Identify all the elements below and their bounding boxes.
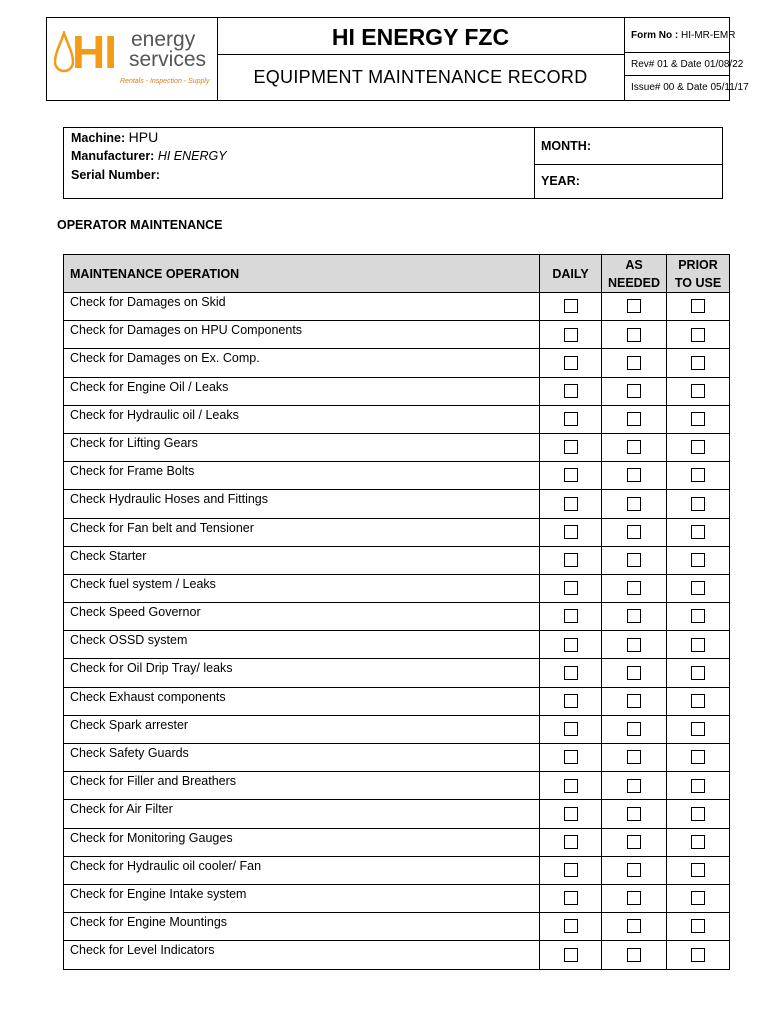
form-header [46,17,749,101]
checkbox-cell-prior-to-use [667,321,730,349]
checkbox-prior-to-use[interactable] [691,750,705,764]
checkbox-cell-daily [540,715,602,743]
checkbox-cell-prior-to-use [667,377,730,405]
checkbox-daily[interactable] [564,863,578,877]
maintenance-operation: Check for Monitoring Gauges [64,828,540,856]
checkbox-daily[interactable] [564,722,578,736]
table-row [64,828,730,856]
checkbox-cell-daily [540,603,602,631]
table-row [64,687,730,715]
table-row [64,293,730,321]
checkbox-as-needed[interactable] [627,750,641,764]
maintenance-operation: Check for Frame Bolts [64,462,540,490]
checkbox-prior-to-use[interactable] [691,807,705,821]
checkbox-cell-as-needed [602,603,667,631]
checkbox-cell-prior-to-use [667,293,730,321]
checkbox-cell-prior-to-use [667,349,730,377]
table-row [64,856,730,884]
checkbox-as-needed[interactable] [627,835,641,849]
checkbox-cell-prior-to-use [667,518,730,546]
maintenance-operation: Check for Lifting Gears [64,433,540,461]
checkbox-cell-daily [540,349,602,377]
logo-cell [47,18,218,100]
checkbox-prior-to-use[interactable] [691,553,705,567]
checkbox-as-needed[interactable] [627,948,641,962]
checkbox-daily[interactable] [564,328,578,342]
checkbox-cell-prior-to-use [667,433,730,461]
checkbox-cell-daily [540,659,602,687]
checkbox-as-needed[interactable] [627,666,641,680]
checkbox-cell-daily [540,941,602,969]
table-row [64,631,730,659]
checkbox-cell-as-needed [602,433,667,461]
checkbox-as-needed[interactable] [627,356,641,370]
checkbox-cell-prior-to-use [667,715,730,743]
table-row [64,884,730,912]
checkbox-cell-daily [540,744,602,772]
checkbox-prior-to-use[interactable] [691,666,705,680]
checkbox-daily[interactable] [564,609,578,623]
table-row [64,518,730,546]
checkbox-daily[interactable] [564,835,578,849]
serial-label: Serial Number: [71,168,160,182]
checkbox-as-needed[interactable] [627,299,641,313]
maintenance-operation: Check for Engine Mountings [64,913,540,941]
checkbox-as-needed[interactable] [627,694,641,708]
checkbox-prior-to-use[interactable] [691,948,705,962]
checkbox-cell-as-needed [602,490,667,518]
checkbox-cell-as-needed [602,321,667,349]
header-prior-to-use [667,255,730,293]
checkbox-cell-daily [540,462,602,490]
checkbox-daily[interactable] [564,384,578,398]
checkbox-daily[interactable] [564,356,578,370]
maintenance-operation: Check Speed Governor [64,603,540,631]
table-row [64,321,730,349]
table-row [64,433,730,461]
checkbox-daily[interactable] [564,638,578,652]
checkbox-prior-to-use[interactable] [691,694,705,708]
checkbox-cell-daily [540,574,602,602]
checkbox-cell-as-needed [602,715,667,743]
serial-line[interactable] [71,168,160,182]
checkbox-daily[interactable] [564,299,578,313]
maintenance-operation: Check for Engine Intake system [64,884,540,912]
company-logo [54,27,214,93]
machine-info-box [63,127,723,199]
checkbox-cell-daily [540,518,602,546]
checkbox-cell-prior-to-use [667,659,730,687]
checkbox-as-needed[interactable] [627,525,641,539]
checkbox-cell-daily [540,490,602,518]
checkbox-cell-as-needed [602,574,667,602]
checkbox-daily[interactable] [564,581,578,595]
checkbox-cell-daily [540,913,602,941]
checkbox-cell-as-needed [602,659,667,687]
checkbox-cell-as-needed [602,744,667,772]
table-row [64,744,730,772]
manufacturer-line [71,149,227,163]
checkbox-cell-as-needed [602,913,667,941]
checkbox-prior-to-use[interactable] [691,863,705,877]
checkbox-as-needed[interactable] [627,609,641,623]
oil-drop-icon [54,31,74,75]
checkbox-cell-as-needed [602,828,667,856]
title-cell [217,18,625,100]
checkbox-cell-as-needed [602,884,667,912]
checkbox-cell-as-needed [602,293,667,321]
checkbox-daily[interactable] [564,468,578,482]
checkbox-prior-to-use[interactable] [691,722,705,736]
checkbox-daily[interactable] [564,666,578,680]
checkbox-cell-prior-to-use [667,884,730,912]
checkbox-cell-prior-to-use [667,462,730,490]
checkbox-daily[interactable] [564,553,578,567]
table-row [64,913,730,941]
checkbox-cell-as-needed [602,941,667,969]
checkbox-as-needed[interactable] [627,638,641,652]
maintenance-operation: Check Hydraulic Hoses and Fittings [64,490,540,518]
table-row [64,941,730,969]
checkbox-cell-prior-to-use [667,941,730,969]
header-as-needed-line2: NEEDED [607,275,661,290]
checkbox-cell-as-needed [602,687,667,715]
checkbox-cell-prior-to-use [667,687,730,715]
checkbox-cell-daily [540,433,602,461]
checkbox-cell-daily [540,772,602,800]
month-field[interactable]: MONTH: [535,128,723,165]
table-row [64,715,730,743]
maintenance-table [63,254,730,970]
checkbox-prior-to-use[interactable] [691,440,705,454]
checkbox-cell-as-needed [602,856,667,884]
logo-services: services [129,48,207,71]
header-daily: DAILY [540,255,602,293]
table-row [64,490,730,518]
checkbox-cell-daily [540,546,602,574]
machine-details [64,128,535,198]
checkbox-prior-to-use[interactable] [691,412,705,426]
checkbox-as-needed[interactable] [627,328,641,342]
revision-info: Rev# 01 & Date 01/08/22 [625,53,730,76]
maintenance-operation: Check for Air Filter [64,800,540,828]
section-title: OPERATOR MAINTENANCE [57,218,223,232]
year-field[interactable]: YEAR: [541,174,580,188]
maintenance-operation: Check for Engine Oil / Leaks [64,377,540,405]
checkbox-cell-as-needed [602,405,667,433]
table-row [64,603,730,631]
checkbox-prior-to-use[interactable] [691,609,705,623]
checkbox-daily[interactable] [564,891,578,905]
maintenance-operation: Check OSSD system [64,631,540,659]
header-operation: MAINTENANCE OPERATION [64,255,540,293]
maintenance-operation: Check for Level Indicators [64,941,540,969]
header-prior-line2: TO USE [674,275,722,290]
maintenance-operation: Check fuel system / Leaks [64,574,540,602]
manufacturer-label: Manufacturer: [71,149,155,163]
checkbox-cell-prior-to-use [667,405,730,433]
form-meta [625,18,749,100]
checkbox-as-needed[interactable] [627,412,641,426]
machine-line [71,129,158,145]
checkbox-prior-to-use[interactable] [691,328,705,342]
checkbox-cell-daily [540,405,602,433]
table-row [64,574,730,602]
checkbox-cell-prior-to-use [667,828,730,856]
checkbox-as-needed[interactable] [627,807,641,821]
record-title: EQUIPMENT MAINTENANCE RECORD [253,67,588,87]
checkbox-prior-to-use[interactable] [691,468,705,482]
maintenance-operation: Check for Hydraulic oil / Leaks [64,405,540,433]
checkbox-cell-as-needed [602,800,667,828]
table-row [64,462,730,490]
logo-energy: energy [131,28,196,51]
checkbox-daily[interactable] [564,948,578,962]
checkbox-prior-to-use[interactable] [691,384,705,398]
checkbox-as-needed[interactable] [627,779,641,793]
form-number [625,18,736,53]
checkbox-cell-daily [540,856,602,884]
checkbox-cell-daily [540,631,602,659]
table-row [64,405,730,433]
checkbox-prior-to-use[interactable] [691,638,705,652]
checkbox-prior-to-use[interactable] [691,919,705,933]
checkbox-as-needed[interactable] [627,440,641,454]
checkbox-prior-to-use[interactable] [691,835,705,849]
checkbox-cell-prior-to-use [667,490,730,518]
form-number-label: Form No : [631,30,679,41]
maintenance-operation: Check for Damages on Ex. Comp. [64,349,540,377]
checkbox-daily[interactable] [564,807,578,821]
checkbox-prior-to-use[interactable] [691,356,705,370]
machine-label: Machine: [71,131,126,145]
checkbox-daily[interactable] [564,440,578,454]
checkbox-prior-to-use[interactable] [691,891,705,905]
checkbox-prior-to-use[interactable] [691,525,705,539]
maintenance-operation: Check for Filler and Breathers [64,772,540,800]
checkbox-cell-as-needed [602,349,667,377]
maintenance-operation: Check for Damages on Skid [64,293,540,321]
checkbox-daily[interactable] [564,412,578,426]
checkbox-as-needed[interactable] [627,891,641,905]
table-row [64,772,730,800]
checkbox-as-needed[interactable] [627,497,641,511]
table-row [64,349,730,377]
maintenance-operation: Check Starter [64,546,540,574]
checkbox-cell-as-needed [602,631,667,659]
header-as-needed-line1: AS [625,257,643,272]
checkbox-cell-as-needed [602,518,667,546]
header-as-needed [602,255,667,293]
checkbox-cell-daily [540,293,602,321]
checkbox-cell-prior-to-use [667,772,730,800]
checkbox-as-needed[interactable] [627,863,641,877]
company-name: HI ENERGY FZC [217,18,624,55]
checkbox-cell-prior-to-use [667,913,730,941]
maintenance-operation: Check for Fan belt and Tensioner [64,518,540,546]
maintenance-operation: Check for Hydraulic oil cooler/ Fan [64,856,540,884]
checkbox-as-needed[interactable] [627,384,641,398]
table-header-row [64,255,730,293]
maintenance-operation: Check for Damages on HPU Components [64,321,540,349]
checkbox-daily[interactable] [564,779,578,793]
checkbox-cell-as-needed [602,462,667,490]
checkbox-cell-daily [540,377,602,405]
checkbox-cell-daily [540,828,602,856]
checkbox-cell-as-needed [602,772,667,800]
checkbox-as-needed[interactable] [627,722,641,736]
form-number-value: HI-MR-EMR [681,30,736,41]
maintenance-operation: Check for Oil Drip Tray/ leaks [64,659,540,687]
checkbox-cell-prior-to-use [667,603,730,631]
logo-hi: HI [72,26,116,78]
checkbox-cell-prior-to-use [667,856,730,884]
checkbox-as-needed[interactable] [627,919,641,933]
checkbox-cell-daily [540,321,602,349]
header-prior-line1: PRIOR [678,257,718,272]
checkbox-cell-as-needed [602,546,667,574]
table-row [64,659,730,687]
issue-info: Issue# 00 & Date 05/11/17 [631,82,749,93]
maintenance-operation: Check Exhaust components [64,687,540,715]
machine-value[interactable]: HPU [128,129,159,145]
checkbox-as-needed[interactable] [627,581,641,595]
checkbox-prior-to-use[interactable] [691,779,705,793]
checkbox-cell-prior-to-use [667,546,730,574]
table-row [64,546,730,574]
checkbox-cell-daily [540,800,602,828]
checkbox-prior-to-use[interactable] [691,299,705,313]
checkbox-cell-prior-to-use [667,744,730,772]
checkbox-daily[interactable] [564,750,578,764]
checkbox-prior-to-use[interactable] [691,497,705,511]
checkbox-as-needed[interactable] [627,468,641,482]
logo-tagline: Rentals - Inspection - Supply [120,78,210,85]
checkbox-cell-prior-to-use [667,800,730,828]
period-fields [535,128,723,198]
checkbox-daily[interactable] [564,919,578,933]
checkbox-daily[interactable] [564,525,578,539]
manufacturer-value[interactable]: HI ENERGY [157,149,227,163]
checkbox-as-needed[interactable] [627,553,641,567]
checkbox-daily[interactable] [564,497,578,511]
table-row [64,377,730,405]
checkbox-prior-to-use[interactable] [691,581,705,595]
checkbox-cell-as-needed [602,377,667,405]
table-row [64,800,730,828]
maintenance-operation: Check Spark arrester [64,715,540,743]
checkbox-daily[interactable] [564,694,578,708]
maintenance-operation: Check Safety Guards [64,744,540,772]
checkbox-cell-daily [540,884,602,912]
checkbox-cell-prior-to-use [667,574,730,602]
checkbox-cell-prior-to-use [667,631,730,659]
checkbox-cell-daily [540,687,602,715]
